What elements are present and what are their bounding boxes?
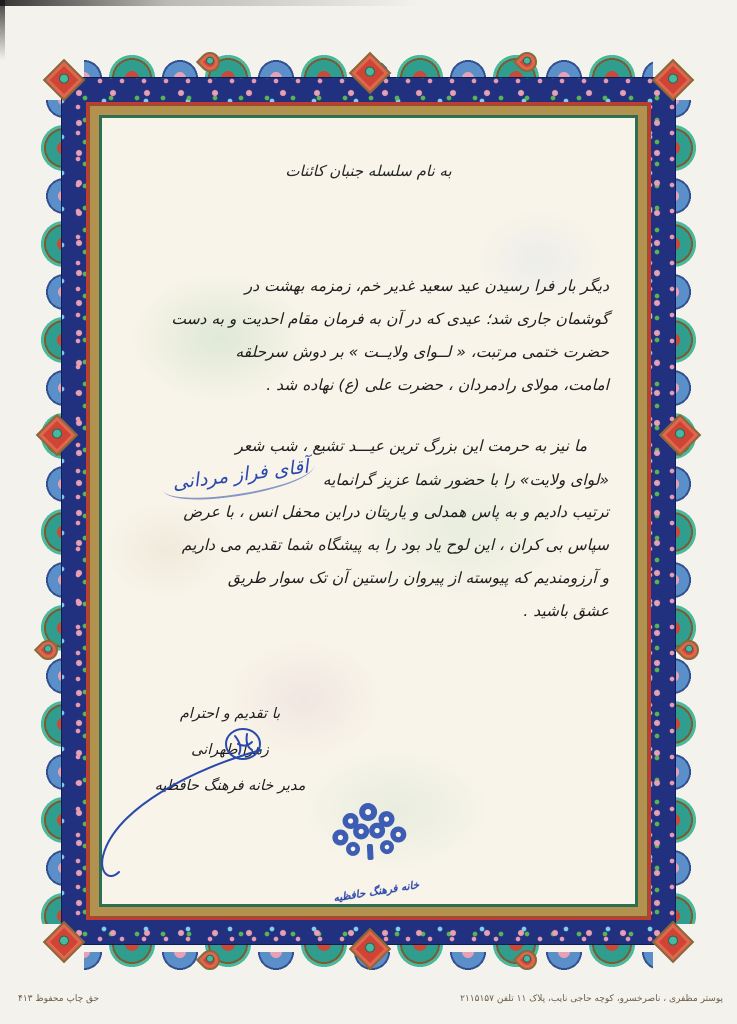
copyright-note: حق چاپ محفوظ ۴۱۳ (18, 994, 100, 1004)
signatory-title: مدیر خانه فرهنگ حافظیه (154, 778, 306, 794)
print-credit-line (0, 994, 737, 1008)
scan-edge-artifact-top (0, 0, 420, 6)
border-navy-band (62, 78, 675, 944)
stamp-text: خانه فرهنگ حافظیه (332, 879, 420, 905)
official-stamp (302, 795, 437, 905)
border-green-frame (99, 115, 638, 907)
body-line-with-handwritten-name (126, 455, 609, 496)
border-scallop-right (673, 100, 721, 924)
body-line: گوشمان جاری شد؛ عیدی که در آن به فرمان مقام احدیت و به دست (171, 310, 609, 328)
scan-edge-artifact-left (0, 0, 5, 60)
paragraph-1 (126, 270, 609, 402)
body-line: و آرزومندیم که پیوسته از پیروان راستین آن تک سوار طریق (227, 569, 609, 587)
paragraph-2 (126, 430, 609, 628)
printed-fragment: «لوای ولایت» را با حضور شما عزیز گرانمایه (322, 471, 609, 489)
body-line: ترتیب دادیم و به پاس همدلی و یاریتان دراین محفل انس ، با عرض (183, 503, 609, 521)
handwritten-recipient-name: آقای فراز مردانی (161, 450, 317, 505)
border-scallop-left (16, 100, 64, 924)
signature-salutation: با تقدیم و احترام (179, 706, 281, 722)
certificate-paper (102, 118, 635, 904)
pen-signature-flourish (75, 716, 285, 896)
body-line: ما نیز به حرمت این بزرگ ترین عیـــد تشیع ، شب شعر (235, 437, 587, 455)
body-line: سپاس بی کران ، این لوح یاد بود را به پیشگاه شما تقدیم می داریم (181, 536, 609, 554)
stamp-tree-emblem-icon (302, 795, 436, 880)
body-line: امامت، مولای رادمردان ، حضرت علی (ع) نهاده شد . (266, 376, 609, 394)
border-gold-frame (86, 102, 651, 920)
printer-address: پوستر مظفری ، ناصرخسرو، کوچه حاجی نایب، پلاک ۱۱ تلفن ۲۱۱۵۱۵۷ (460, 994, 723, 1004)
body-line: عشق باشید . (523, 602, 609, 620)
body-line: حضرت ختمی مرتبت، « لــوای ولایــت » بر دوش سرحلقه (235, 343, 609, 361)
bismillah-line: به نام سلسله جنبان کائنات (285, 162, 452, 180)
body-line: دیگر بار فرا رسیدن عید سعید غدیر خم، زمزمه بهشت در (244, 277, 609, 295)
signatory-name: زهرا طهرانی (191, 742, 269, 758)
